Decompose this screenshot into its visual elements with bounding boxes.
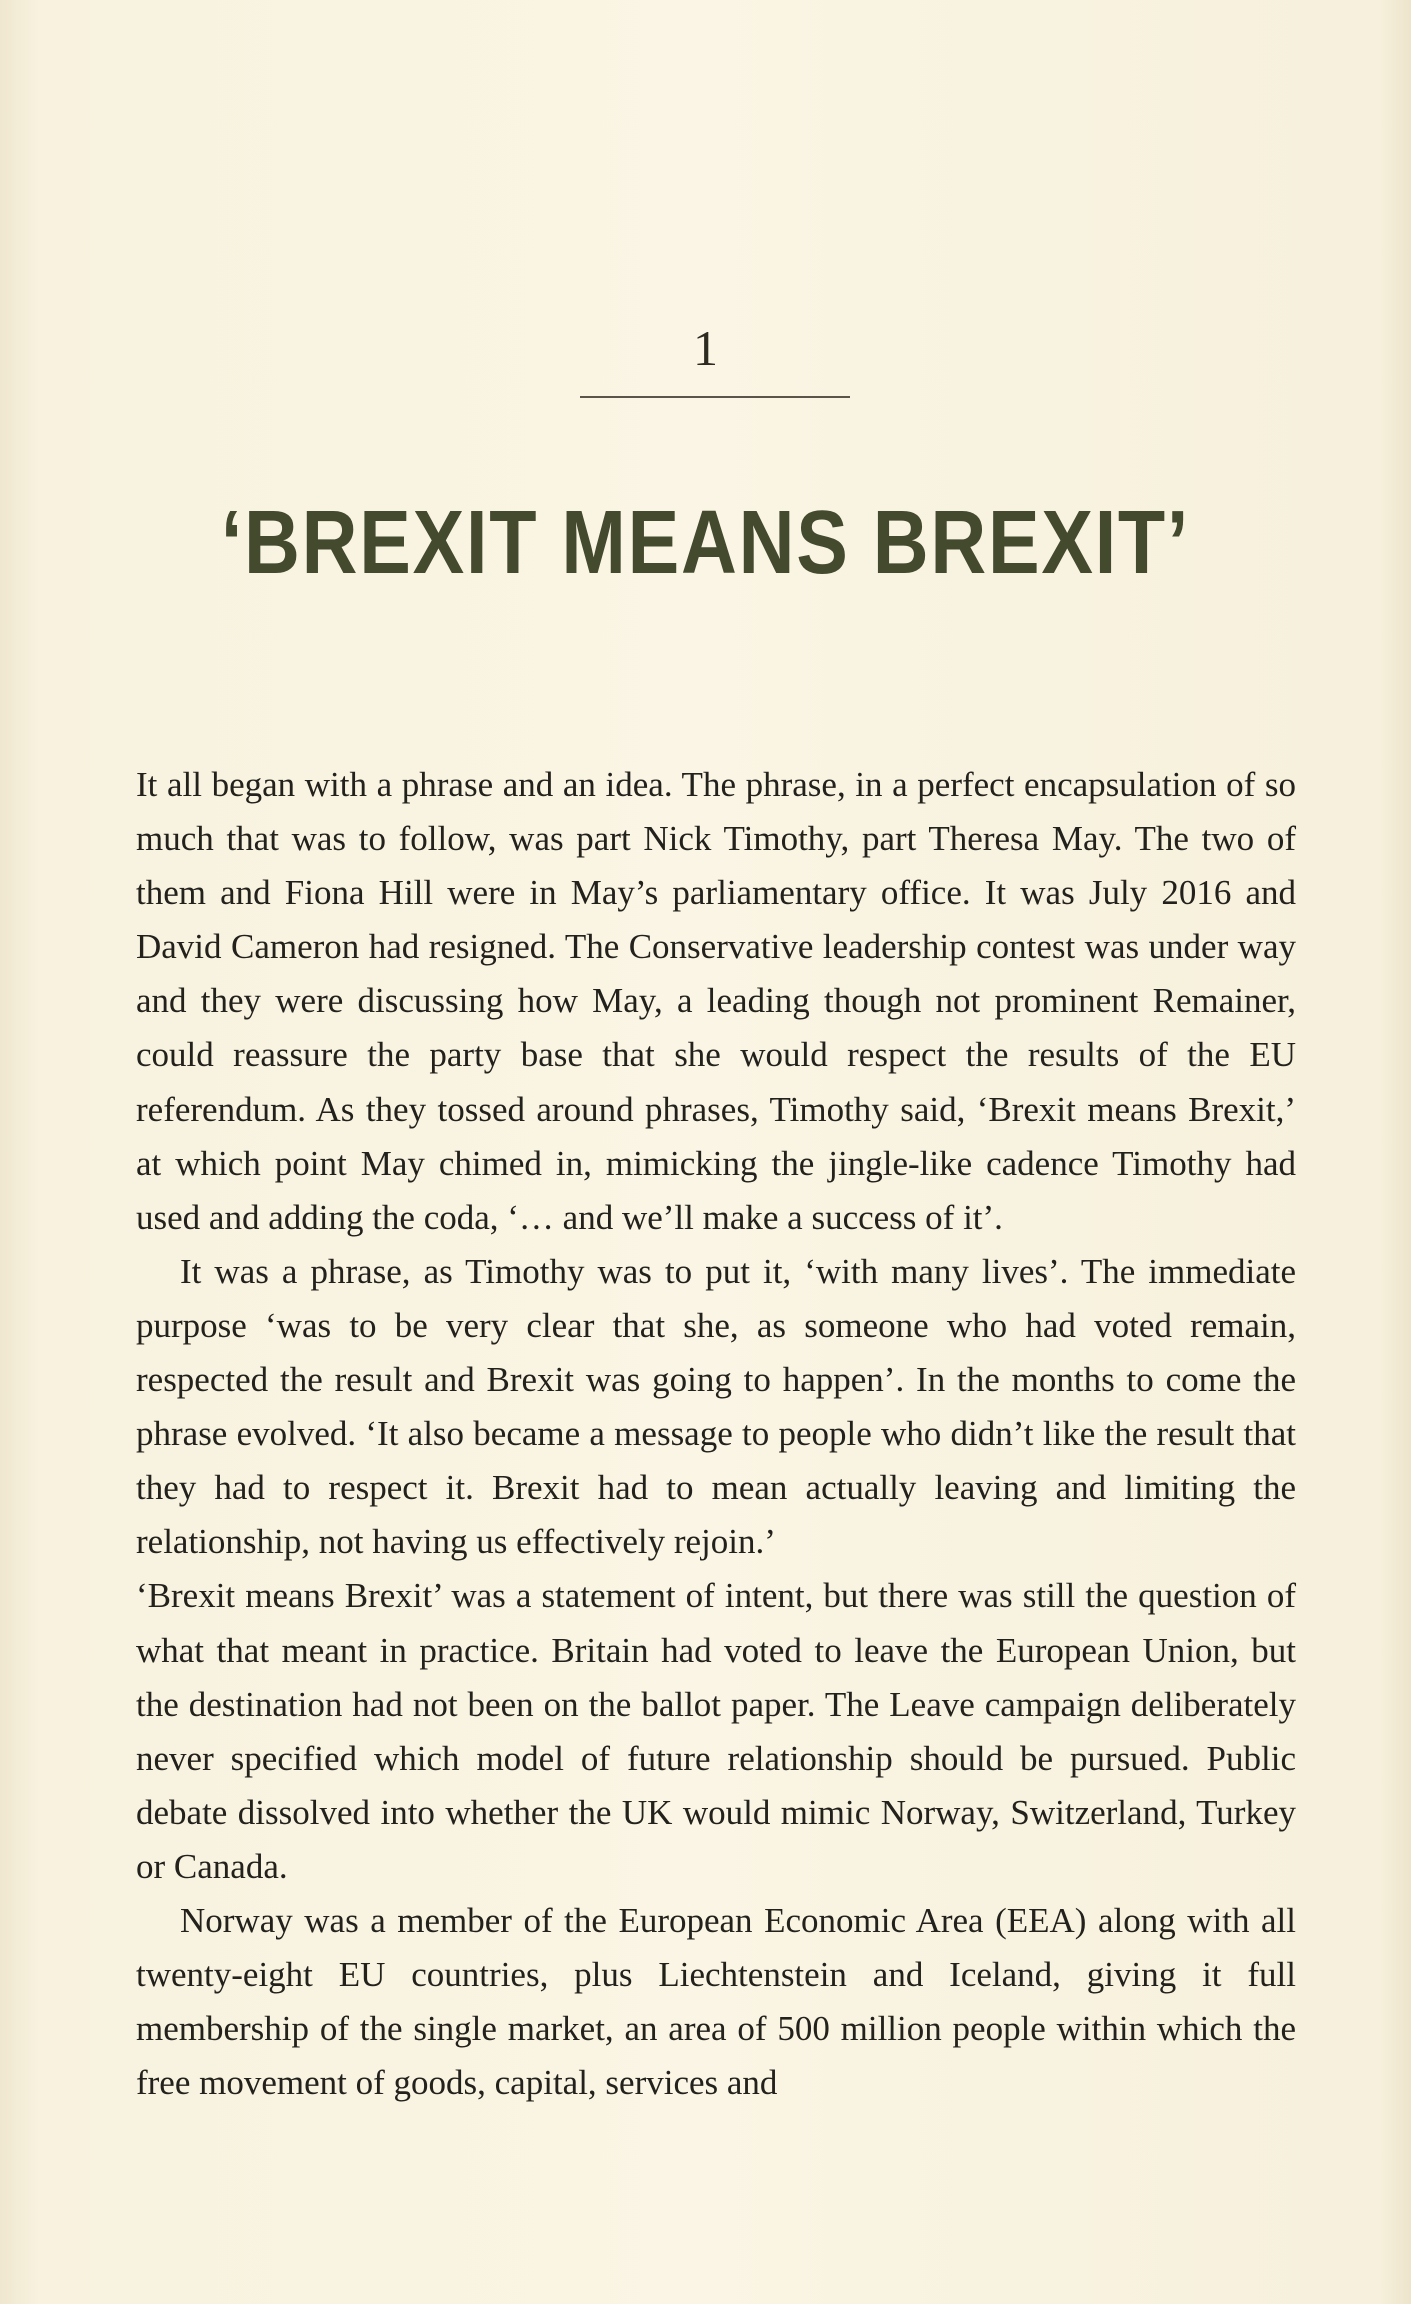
paragraph-2: It was a phrase, as Timothy was to put it, ‘with many lives’. The immediate purpose ‘was to be very clear that she, as someone who had voted remain, respected the result and Brexit was going to happen’. In the months to come the phrase evolved. ‘It also became a message to people who didn’t like the result that they had to respect it. Brexit had to mean actually leaving and limiting the relationship, not having us effectively rejoin.’ xyxy=(136,1251,1296,1562)
chapter-title: ‘BREXIT MEANS BREXIT’ xyxy=(220,493,1191,593)
paragraph-4: Norway was a member of the European Economic Area (EEA) along with all twenty-eight EU countries, plus Liechtenstein and Iceland, giving it full membership of the single market, an area of 500 million people within which the free movement of goods, capital, services and xyxy=(136,1900,1296,2103)
paragraph-3: ‘Brexit means Brexit’ was a statement of intent, but there was still the question of what that meant in practice. Britain had voted to leave the European Union, but the destination had not been on the ballot paper. The Leave campaign deliberately never specified which model of future relationship should be pursued. Public debate dissolved into whether the UK would mimic Norway, Switzerland, Turkey or Canada. xyxy=(136,1576,1296,1886)
chapter-body xyxy=(136,758,1296,2110)
chapter-divider-rule xyxy=(580,396,850,398)
chapter-number: 1 xyxy=(693,320,718,376)
paragraph-1: It all began with a phrase and an idea. The phrase, in a perfect encapsulation of so much that was to follow, was part Nick Timothy, part Theresa May. The two of them and Fiona Hill were in May’s parliamentary office. It was July 2016 and David Cameron had resigned. The Conservative leadership contest was under way and they were discussing how May, a leading though not prominent Remainer, could reassure the party base that she would respect the results of the EU referendum. As they tossed around phrases, Timothy said, ‘Brexit means Brexit,’ at which point May chimed in, mimicking the jingle-like cadence Timothy had used and adding the coda, ‘… and we’ll make a success of it’. xyxy=(136,765,1296,1237)
